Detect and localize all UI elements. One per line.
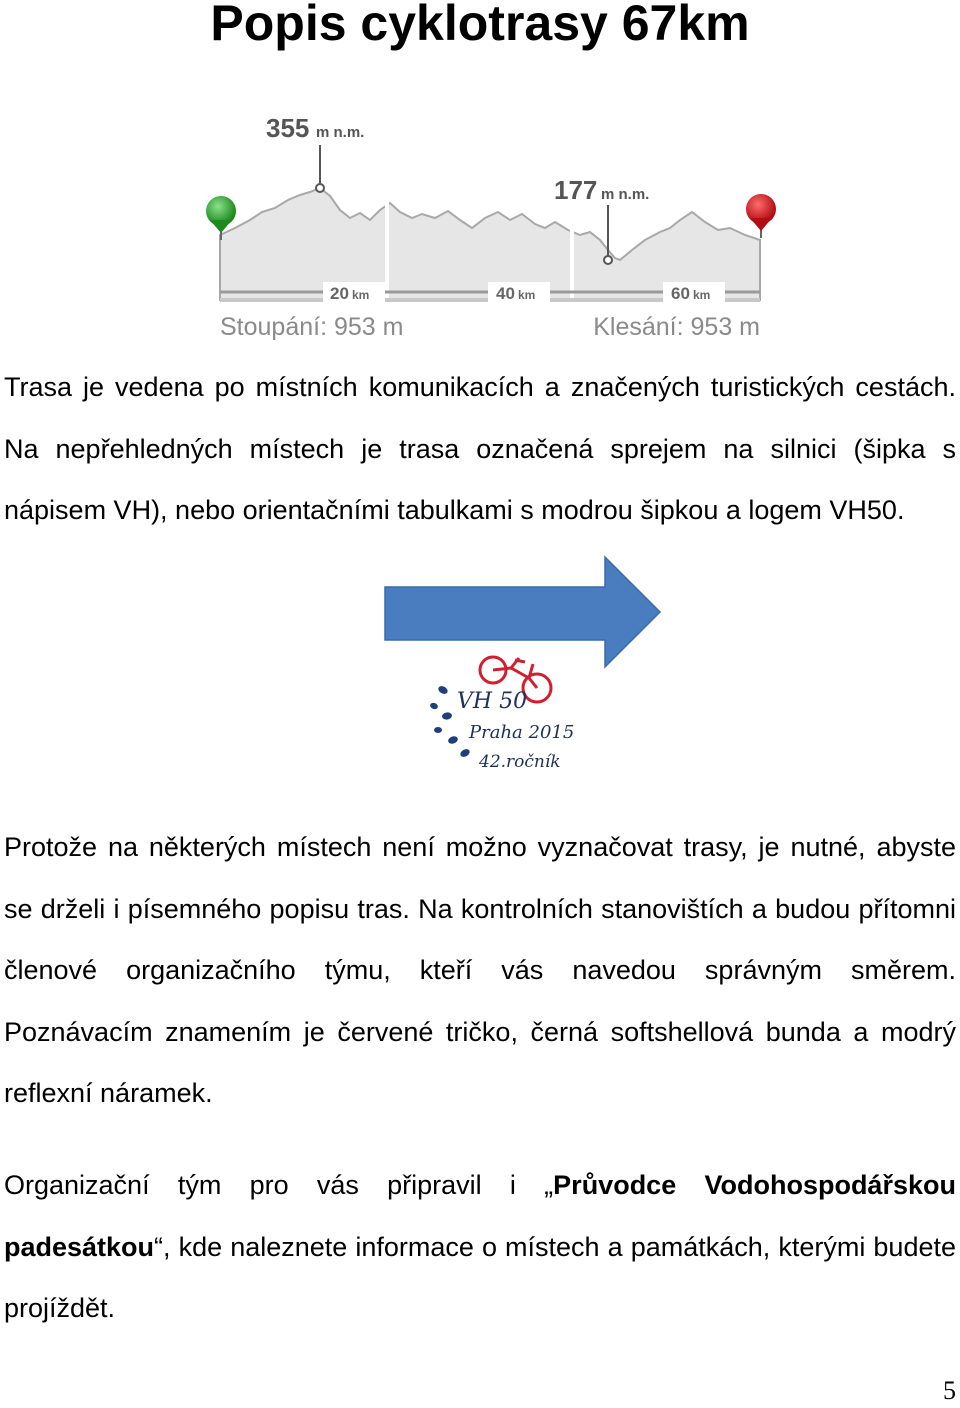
logo-text-city-year: Praha 2015: [469, 722, 575, 743]
min-elevation-value: 177: [554, 175, 598, 205]
descent-summary: Klesání: 953 m: [593, 313, 760, 341]
guide-text-before: Organizační tým pro vás připravil i „: [4, 1170, 554, 1200]
guide-title: Průvodce Vodohospodářskou padesátkou: [4, 1170, 956, 1262]
paragraph-route-description: Trasa je vedena po místních komunikacích a značených turistických cestách. Na nepřehledných místech je trasa označená sprejem na silnici (šipka s nápisem VH), nebo orientačními tabulkami s modrou šipkou a logem VH50.: [4, 372, 956, 525]
finish-pin-icon: [746, 194, 776, 238]
page-title: Popis cyklotrasy 67km: [210, 0, 750, 51]
km-label-60: 60: [671, 284, 690, 303]
ascent-summary: Stoupání: 953 m: [220, 313, 404, 341]
km-unit-60: km: [693, 288, 711, 302]
min-elevation-unit: m n.m.: [601, 186, 650, 203]
km-unit-20: km: [352, 288, 370, 302]
max-elevation-value: 355: [266, 113, 310, 143]
guide-text-after: “, kde naleznete informace o místech a památkách, kterými budete projíždět.: [4, 1231, 956, 1323]
logo-text-edition: 42.ročník: [479, 752, 561, 772]
km-unit-40: km: [518, 288, 536, 302]
km-label-40: 40: [496, 284, 515, 303]
paragraph-guide-info: [4, 1155, 956, 1340]
vh50-logo: [425, 650, 585, 778]
elevation-profile: [200, 100, 780, 350]
km-label-20: 20: [330, 284, 349, 303]
paragraph-navigation-info: Protože na některých místech není možno vyznačovat trasy, je nutné, abyste se drželi i písemného popisu tras. Na kontrolních stanovištích a budou přítomni členové organizačního týmu, kteří vás navedou správným směrem. Poznávacím znamením je červené tričko, černá softshellová bunda a modrý reflexní náramek.: [4, 832, 956, 1108]
logo-text-vh50: VH 50: [457, 689, 528, 714]
page-number: 5: [943, 1376, 956, 1405]
max-elevation-unit: m n.m.: [316, 124, 365, 141]
